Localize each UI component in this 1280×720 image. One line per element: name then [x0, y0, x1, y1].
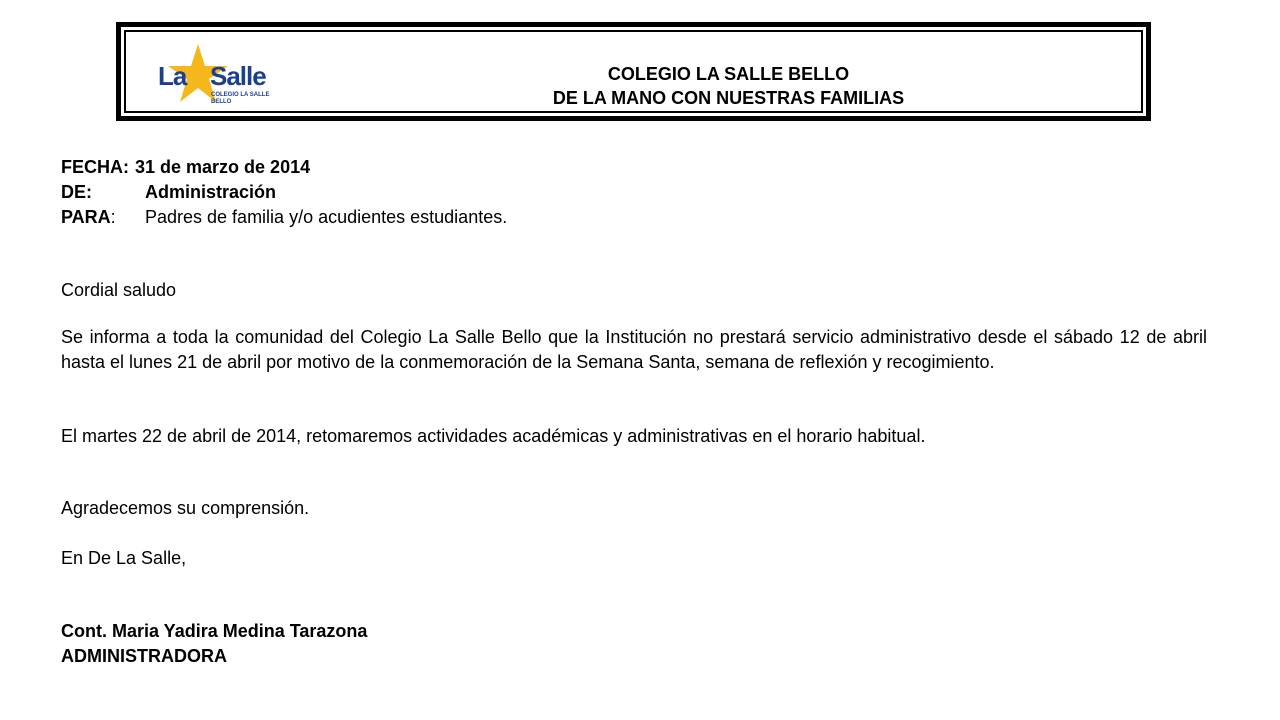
greeting: Cordial saludo: [61, 280, 177, 300]
closing-line: En De La Salle,: [61, 548, 187, 568]
fecha-value: 31 de marzo de 2014: [135, 157, 311, 177]
para-colon: :: [110, 207, 116, 227]
signatory-name: Cont. Maria Yadira Medina Tarazona: [61, 621, 368, 641]
svg-text:Salle: Salle: [210, 61, 266, 91]
memo-meta: [61, 155, 507, 230]
school-slogan: DE LA MANO CON NUESTRAS FAMILIAS: [552, 88, 905, 108]
de-value: Administración: [145, 182, 277, 202]
para-label-group: [61, 205, 145, 230]
letterhead-frame: [116, 22, 1151, 121]
paragraph-closure-notice: Se informa a toda la comunidad del Colegio La Salle Bello que la Institución no prestará servicio administrativo desde el sábado 12 de abril hasta el lunes 21 de abril por motivo de la conmemoración de la Semana Santa, semana de reflexión y recogimiento.: [61, 327, 1207, 372]
fecha-row: [61, 155, 507, 180]
de-label: DE:: [61, 182, 92, 202]
para-row: [61, 205, 507, 230]
signature-block: [61, 619, 1207, 669]
para-value: Padres de familia y/o acudientes estudiantes.: [145, 207, 508, 227]
signatory-role: ADMINISTRADORA: [61, 646, 227, 666]
svg-text:COLEGIO LA SALLE: COLEGIO LA SALLE: [211, 92, 270, 98]
letterhead-title: [316, 62, 1141, 110]
de-row: [61, 180, 507, 205]
thanks-line: Agradecemos su comprensión.: [61, 498, 310, 518]
letterhead-inner-border: [124, 30, 1143, 113]
la-salle-logo-icon: [154, 42, 270, 108]
svg-text:La: La: [158, 61, 187, 91]
svg-text:BELLO: BELLO: [211, 99, 232, 105]
paragraph-resume-activities: El martes 22 de abril de 2014, retomaremos actividades académicas y administrativas en el horario habitual.: [61, 426, 926, 446]
fecha-label: FECHA:: [61, 157, 129, 177]
la-salle-logo: [154, 42, 270, 108]
para-label: PARA: [61, 207, 111, 227]
school-name: COLEGIO LA SALLE BELLO: [607, 64, 850, 84]
